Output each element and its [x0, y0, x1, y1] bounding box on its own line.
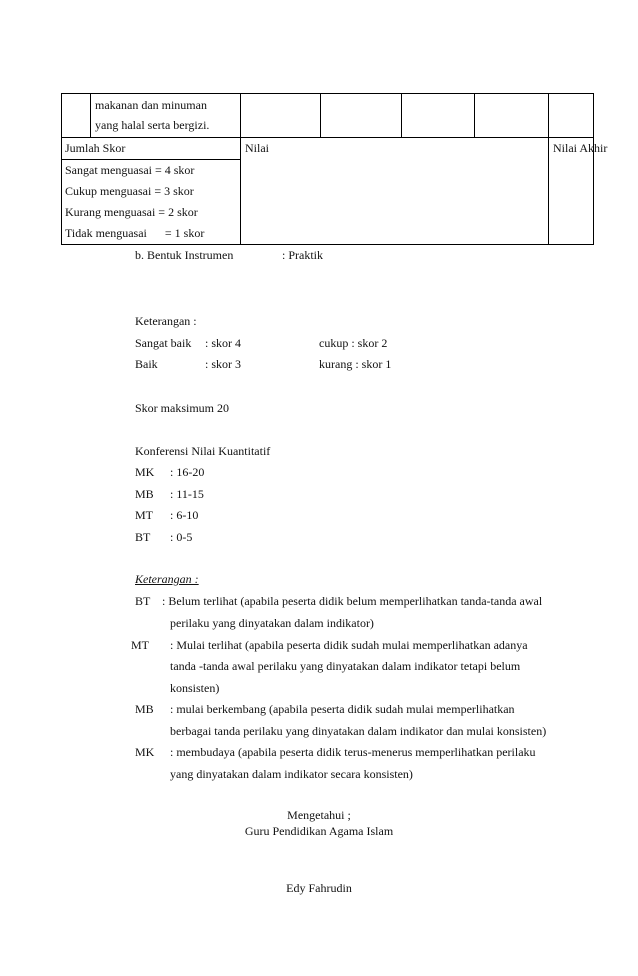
table-cell: [321, 94, 402, 138]
table-cell: [475, 94, 549, 138]
konferensi-range: : 6-10: [170, 508, 199, 522]
mb-desc-line: berbagai tanda perilaku yang dinyatakan dalam indikator dan mulai konsisten): [170, 724, 547, 738]
keterangan2-title: Keterangan :: [135, 572, 199, 586]
keterangan-title: Keterangan :: [135, 314, 197, 328]
nilai-akhir-cell: [549, 138, 608, 245]
konferensi-code: MK: [135, 465, 155, 479]
assessment-table: [61, 93, 608, 245]
row1-text-line1: makanan dan minuman: [95, 98, 207, 112]
table-cell: [549, 94, 594, 138]
konferensi-code: MT: [135, 508, 153, 522]
mt-desc-line: konsisten): [170, 681, 220, 695]
bt-code: BT: [135, 594, 151, 608]
konferensi-range: : 16-20: [170, 465, 205, 479]
skor-maksimum: Skor maksimum 20: [135, 401, 230, 415]
bt-desc-line: perilaku yang dinyatakan dalam indikator): [170, 616, 374, 630]
mt-desc-line: tanda -tanda awal perilaku yang dinyatakan dalam indikator tetapi belum: [170, 659, 521, 673]
legend-right: kurang : skor 1: [319, 357, 392, 371]
signature-role: Guru Pendidikan Agama Islam: [244, 824, 394, 838]
skor-cell: [62, 223, 241, 245]
konferensi-range: : 0-5: [170, 530, 193, 544]
konferensi-code: BT: [135, 530, 151, 544]
mt-desc-line: : Mulai terlihat (apabila peserta didik sudah mulai memperlihatkan adanya: [170, 638, 528, 652]
skor-cell: [62, 181, 241, 202]
table-row: [62, 138, 594, 160]
mk-desc-line: : membudaya (apabila peserta didik terus-menerus memperlihatkan perilaku: [170, 745, 536, 759]
skor-cell: [62, 160, 241, 181]
bt-desc-line: : Belum terlihat (apabila peserta didik belum memperlihatkan tanda-tanda awal: [162, 594, 543, 608]
konferensi-range: : 11-15: [170, 487, 204, 501]
legend-right: cukup : skor 2: [319, 336, 388, 350]
konferensi-title: Konferensi Nilai Kuantitatif: [135, 444, 271, 458]
legend-value: : skor 3: [205, 357, 241, 371]
signature-name: Edy Fahrudin: [286, 881, 352, 895]
mk-desc-line: yang dinyatakan dalam indikator secara konsisten): [170, 767, 413, 781]
skor-line: Sangat menguasai = 4 skor: [65, 163, 195, 177]
mengetahui-text: Mengetahui ;: [287, 808, 351, 822]
skor-cell: [62, 202, 241, 223]
mb-desc-line: : mulai berkembang (apabila peserta didik sudah mulai memperlihatkan: [170, 702, 515, 716]
mt-code: MT: [131, 638, 149, 652]
skor-line: Cukup menguasai = 3 skor: [65, 183, 194, 198]
table-cell: [241, 94, 321, 138]
legend-label: Baik: [135, 357, 158, 371]
nilai-cell: [241, 138, 549, 245]
table-cell: [62, 94, 91, 138]
jumlah-skor-cell: [62, 138, 241, 160]
table-cell: [91, 94, 241, 138]
row1-text-line2: yang halal serta bergizi.: [95, 118, 210, 132]
instrument-value: : Praktik: [282, 248, 323, 262]
table-cell: [402, 94, 475, 138]
mk-code: MK: [135, 745, 155, 759]
legend-value: : skor 4: [205, 336, 241, 350]
skor-line: Tidak menguasai = 1 skor: [65, 225, 205, 240]
instrument-label: b. Bentuk Instrumen: [135, 248, 234, 262]
mb-code: MB: [135, 702, 154, 716]
jumlah-skor-label: Jumlah Skor: [65, 141, 126, 155]
konferensi-code: MB: [135, 487, 154, 501]
skor-line: Kurang menguasai = 2 skor: [65, 204, 198, 219]
table-row: [62, 94, 594, 138]
nilai-akhir-label: Nilai Akhir: [553, 141, 608, 155]
nilai-label: Nilai: [245, 141, 269, 155]
legend-label: Sangat baik: [135, 336, 192, 350]
